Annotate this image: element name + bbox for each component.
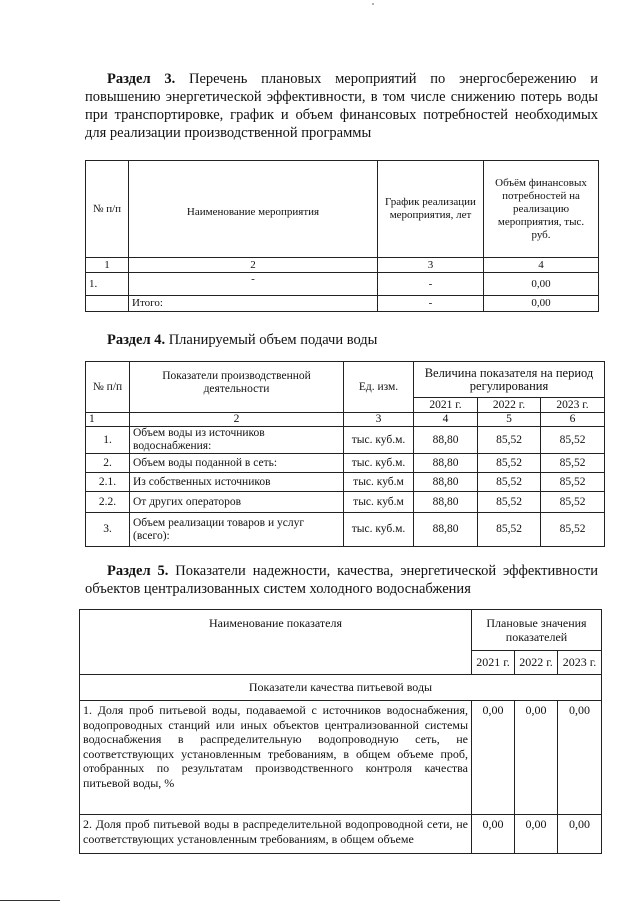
numbering-cell: 1	[86, 413, 130, 427]
row-unit: тыс. куб.м.	[344, 427, 414, 454]
numbering-cell: 3	[378, 258, 484, 273]
row-value-2022: 85,52	[478, 513, 541, 547]
row-name: -	[129, 273, 378, 296]
row-value-2023: 85,52	[541, 473, 605, 492]
row-num	[86, 296, 129, 312]
table-row	[86, 473, 605, 492]
row-name: Объем воды из источников водоснабжения:	[130, 427, 344, 454]
numbering-cell: 5	[478, 413, 541, 427]
row-num: 1.	[86, 427, 130, 454]
col-header-num: № п/п	[86, 161, 129, 258]
table-row	[80, 701, 602, 815]
row-unit: тыс. куб.м	[344, 492, 414, 513]
year-2022: 2022 г.	[515, 651, 558, 675]
group-title: Показатели качества питьевой воды	[80, 675, 602, 701]
table-row	[86, 296, 599, 312]
numbering-cell: 4	[484, 258, 599, 273]
row-schedule: -	[378, 273, 484, 296]
year-2021: 2021 г.	[414, 398, 478, 413]
row-finance: 0,00	[484, 296, 599, 312]
row-finance: 0,00	[484, 273, 599, 296]
row-value-2022: 85,52	[478, 473, 541, 492]
section4-text: Планируемый объем подачи воды	[168, 332, 378, 348]
col-header-name: Наименование мероприятия	[129, 161, 378, 258]
row-num: 2.1.	[86, 473, 130, 492]
row-value-2021: 88,80	[414, 492, 478, 513]
row-value-2022: 0,00	[515, 815, 558, 854]
section3-text: Перечень плановых мероприятий по энергосбережению и повышению энергетической эффективности, в том числе снижению потерь воды при транспортировке, график и объем финансовых потребностей необходимых для реализации производственной программы	[85, 71, 598, 141]
col-header-name: Наименование показателя	[80, 610, 472, 675]
row-value-2023: 0,00	[558, 701, 602, 815]
row-value-2021: 0,00	[472, 701, 515, 815]
numbering-cell: 2	[130, 413, 344, 427]
section5-table	[79, 609, 602, 854]
numbering-cell: 6	[541, 413, 605, 427]
row-value-2022: 85,52	[478, 454, 541, 473]
numbering-cell: 2	[129, 258, 378, 273]
section3-table	[85, 160, 599, 312]
scan-dot	[372, 3, 374, 5]
row-value-2023: 0,00	[558, 815, 602, 854]
table-row	[86, 513, 605, 547]
row-name: 2. Доля проб питьевой воды в распределительной водопроводной сети, не соответствующих установленным требованиям, в общем объеме	[80, 815, 472, 854]
year-2023: 2023 г.	[558, 651, 602, 675]
row-name: Итого:	[129, 296, 378, 312]
row-value-2022: 85,52	[478, 492, 541, 513]
row-value-2023: 85,52	[541, 513, 605, 547]
numbering-cell: 4	[414, 413, 478, 427]
col-header-plan: Плановые значения показателей	[472, 610, 602, 651]
table-row	[86, 492, 605, 513]
section5-text: Показатели надежности, качества, энергетической эффективности объектов централизованных систем холодного водоснабжения	[85, 563, 599, 597]
row-value-2022: 85,52	[478, 427, 541, 454]
numbering-cell: 1	[86, 258, 129, 273]
row-value-2022: 0,00	[515, 701, 558, 815]
row-value-2021: 88,80	[414, 427, 478, 454]
col-header-schedule: График реализации мероприятия, лет	[378, 161, 484, 258]
col-header-name: Показатели производственной деятельности	[130, 362, 344, 413]
table-row	[86, 273, 599, 296]
row-value-2023: 85,52	[541, 454, 605, 473]
row-name: Из собственных источников	[130, 473, 344, 492]
row-value-2021: 88,80	[414, 473, 478, 492]
row-name: Объем реализации товаров и услуг (всего):	[130, 513, 344, 547]
table-row	[86, 427, 605, 454]
row-num: 1.	[86, 273, 129, 296]
row-num: 2.	[86, 454, 130, 473]
row-value-2023: 85,52	[541, 492, 605, 513]
section5-paragraph	[85, 562, 598, 598]
row-value-2021: 88,80	[414, 513, 478, 547]
row-schedule: -	[378, 296, 484, 312]
row-value-2021: 0,00	[472, 815, 515, 854]
year-2023: 2023 г.	[541, 398, 605, 413]
row-unit: тыс. куб.м.	[344, 513, 414, 547]
numbering-cell: 3	[344, 413, 414, 427]
row-name: От других операторов	[130, 492, 344, 513]
row-unit: тыс. куб.м	[344, 473, 414, 492]
row-name: Объем воды поданной в сеть:	[130, 454, 344, 473]
row-num: 3.	[86, 513, 130, 547]
col-header-num: № п/п	[86, 362, 130, 413]
row-value-2021: 88,80	[414, 454, 478, 473]
section4-table	[85, 361, 605, 547]
section3-paragraph	[85, 70, 598, 142]
year-2022: 2022 г.	[478, 398, 541, 413]
table-row	[80, 815, 602, 854]
row-num: 2.2.	[86, 492, 130, 513]
col-header-unit: Ед. изм.	[344, 362, 414, 413]
section4-paragraph	[107, 331, 587, 349]
section5-heading: Раздел 5.	[107, 563, 169, 579]
col-header-period: Величина показателя на период регулирования	[414, 362, 605, 398]
col-header-finance: Объём финансовых потребностей на реализацию мероприятия, тыс. руб.	[484, 161, 599, 258]
row-name: 1. Доля проб питьевой воды, подаваемой с источников водоснабжения, водопроводных станций или иных объектов централизованной системы водоснабжения в распределительную водопроводную сеть, не соответствующих установленным требованиям, в общем объеме проб, отобранных по результатам производственного контроля качества питьевой воды, %	[80, 701, 472, 815]
section4-heading: Раздел 4.	[107, 332, 166, 348]
table-row	[86, 454, 605, 473]
row-value-2023: 85,52	[541, 427, 605, 454]
row-unit: тыс. куб.м.	[344, 454, 414, 473]
section3-heading: Раздел 3.	[107, 71, 176, 87]
footer-rule	[0, 900, 60, 901]
year-2021: 2021 г.	[472, 651, 515, 675]
